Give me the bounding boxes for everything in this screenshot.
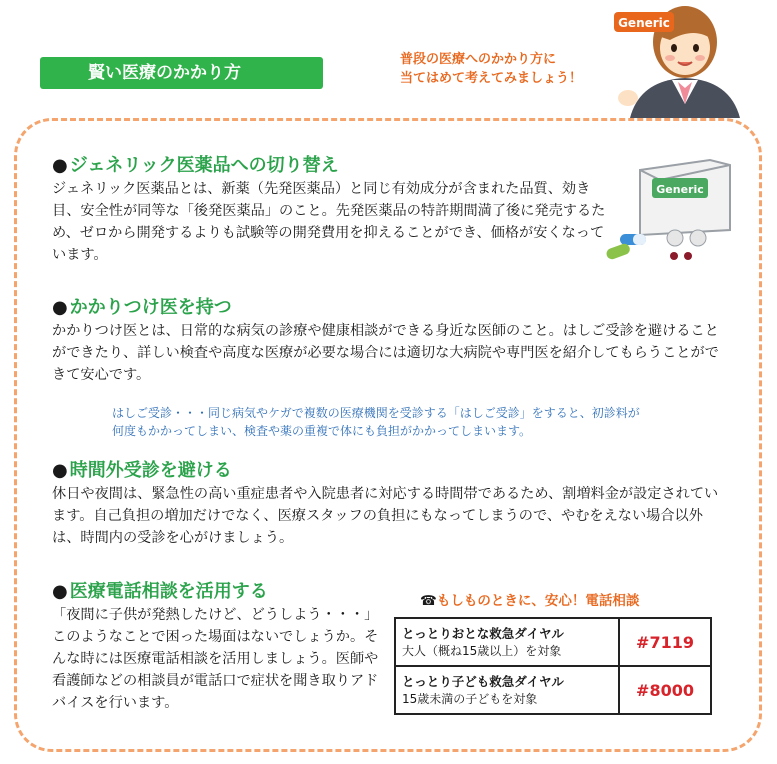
section-body: ジェネリック医薬品とは、新薬（先発医薬品）と同じ有効成分が含まれた品質、効き目、安全性が同等な「後発医薬品」のこと。先発医薬品の特許期間満了後に発売するため、ゼロから開発するよりも試験等の開発費用を抑えることができ、価格が安くなっています。	[52, 181, 606, 263]
table-row	[395, 666, 711, 714]
dial-target: 大人（概ね15歳以上）を対象	[402, 643, 562, 658]
dial-label-cell	[395, 618, 619, 666]
dial-name: とっとりおとな救急ダイヤル	[402, 625, 564, 641]
section-family-doctor	[52, 296, 722, 386]
section-body: かかりつけ医とは、日常的な病気の診療や健康相談ができる身近な医師のこと。はしご受診を避けることができたり、詳しい検査や高度な医療が必要な場合には適切な大病院や専門医を紹介してもらうことができて安心です。	[52, 323, 719, 383]
generic-label: Generic	[656, 183, 704, 196]
section-title	[52, 580, 382, 604]
note-line-2: 何度もかかってしまい、検査や薬の重複で体にも負担がかかってしまいます。	[112, 424, 532, 438]
phone-title-text: もしものときに、安心！電話相談	[436, 593, 640, 609]
section-generic	[52, 154, 612, 266]
dial-label-cell	[395, 666, 619, 714]
section-phone-consult	[52, 580, 382, 714]
table-row	[395, 618, 711, 666]
bullet-icon: ●	[52, 155, 68, 176]
section-title	[52, 154, 612, 178]
section-title	[52, 296, 722, 320]
section-title-text: 医療電話相談を活用する	[69, 581, 268, 602]
page-title: 賢い医療のかかり方	[40, 57, 323, 89]
bullet-icon: ●	[52, 297, 68, 318]
speech-bubble	[400, 50, 600, 88]
section-title-text: 時間外受診を避ける	[69, 460, 232, 481]
telephone-icon: ☎	[420, 593, 437, 609]
section-title	[52, 459, 722, 483]
section-title-text: ジェネリック医薬品への切り替え	[69, 155, 339, 176]
dial-number: #8000	[619, 666, 711, 714]
dial-number: #7119	[619, 618, 711, 666]
bullet-icon: ●	[52, 581, 68, 602]
woman-character-icon	[600, 0, 770, 118]
generic-medicine-bag-icon	[600, 150, 750, 270]
note-line-1: はしご受診・・・同じ病気やケガで複数の医療機関を受診する「はしご受診」をすると、初診料が	[112, 406, 640, 420]
section-after-hours	[52, 459, 722, 549]
section-body: 「夜間に子供が発熱したけど、どうしよう・・・」このようなことで困った場面はないでしょうか。そんな時には医療電話相談を活用しましょう。医師や看護師などの相談員が電話口で症状を聞き取りアドバイスを行います。	[52, 607, 379, 711]
phone-dial-table	[394, 617, 712, 715]
section-title-text: かかりつけ医を持つ	[69, 297, 232, 318]
dial-target: 15歳未満の子どもを対象	[402, 691, 538, 706]
speech-line-2: 当てはめて考えてみましょう！	[400, 71, 583, 86]
speech-line-1: 普段の医療へのかかり方に	[400, 52, 557, 67]
hashigo-note	[112, 404, 712, 440]
bullet-icon: ●	[52, 460, 68, 481]
section-body: 休日や夜間は、緊急性の高い重症患者や入院患者に対応する時間帯であるため、割増料金が設定されています。自己負担の増加だけでなく、医療スタッフの負担にもなってしまうので、やむをえない場合以外は、時間内の受診を心がけましょう。	[52, 486, 719, 546]
badge-text: Generic	[618, 16, 670, 30]
dial-name: とっとり子ども救急ダイヤル	[402, 673, 564, 689]
phone-consult-title	[420, 592, 639, 610]
